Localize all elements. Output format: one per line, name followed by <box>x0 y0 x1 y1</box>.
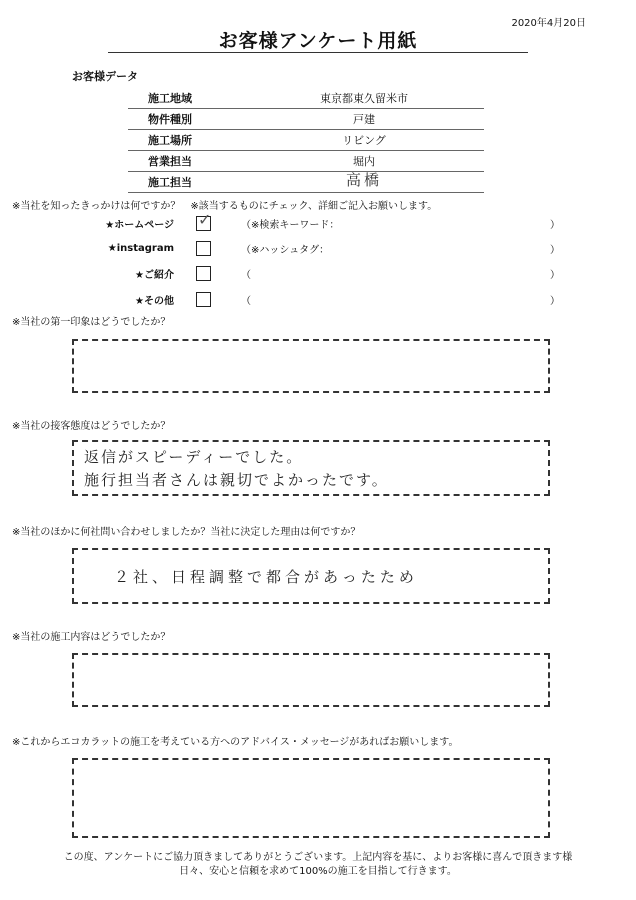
option-close-paren: ） <box>550 295 560 307</box>
customer-value-handwritten: 高橋 <box>345 171 382 189</box>
answer-box-first-impression[interactable] <box>72 339 550 393</box>
question-how-found: ※当社を知ったきっかけは何ですか？ ※該当するものにチェック、詳細ご記入お願いします。 <box>12 201 438 212</box>
handwritten-answer-line2: 施行担当者さんは親切でよかったです。 <box>84 471 389 489</box>
question-advice: ※これからエコカラットの施工を考えている方へのアドバイス・メッセージがあればお願いします。 <box>12 737 459 748</box>
footer-line1: この度、アンケートにご協力頂きましてありがとうございます。上記内容を基に、よりお客様に喜んで頂きます様 <box>63 852 573 863</box>
option-referral <box>70 262 560 284</box>
option-detail: （ <box>241 269 251 281</box>
customer-row-property-type <box>128 109 484 130</box>
option-homepage <box>70 209 560 234</box>
customer-value: リビング <box>342 134 386 147</box>
customer-row-area <box>128 88 484 109</box>
answer-box-workmanship[interactable] <box>72 653 550 707</box>
customer-value: 戸建 <box>353 113 375 126</box>
answer-box-other-companies[interactable] <box>72 548 550 604</box>
customer-data-label: お客様データ <box>72 70 138 83</box>
checkbox-homepage[interactable] <box>196 209 212 231</box>
handwritten-answer: ２社、日程調整で都合があったため <box>114 568 418 586</box>
customer-row-installer <box>128 172 484 193</box>
option-instagram <box>70 237 560 259</box>
option-label: ★その他 <box>135 295 174 307</box>
customer-key: 物件種別 <box>148 113 192 126</box>
form-title: お客様アンケート用紙 <box>218 30 418 52</box>
check-mark-icon: ✓ <box>198 209 212 229</box>
customer-key: 施工担当 <box>148 176 192 189</box>
customer-key: 施工場所 <box>148 134 192 147</box>
option-label: ★instagram <box>107 242 174 254</box>
customer-value: 堀内 <box>353 155 375 168</box>
answer-box-service-attitude[interactable] <box>72 440 550 496</box>
question-first-impression: ※当社の第一印象はどうでしたか？ <box>12 317 171 328</box>
checkbox-other[interactable] <box>196 292 211 307</box>
customer-value: 東京都東久留米市 <box>320 92 408 105</box>
option-close-paren: ） <box>550 244 560 256</box>
answer-box-advice[interactable] <box>72 758 550 838</box>
question-other-companies: ※当社のほかに何社問い合わせしましたか？当社に決定した理由は何ですか？ <box>12 527 361 538</box>
option-detail: （※検索キーワード： <box>241 219 340 231</box>
option-detail: （ <box>241 295 251 307</box>
option-detail: （※ハッシュタグ： <box>241 244 330 256</box>
checkbox-instagram[interactable] <box>196 241 211 256</box>
customer-key: 施工地域 <box>148 92 192 105</box>
option-close-paren: ） <box>550 219 560 231</box>
option-label: ★ご紹介 <box>135 269 174 281</box>
customer-data-table <box>128 88 484 193</box>
handwritten-answer-line1: 返信がスピーディーでした。 <box>84 448 304 466</box>
customer-key: 営業担当 <box>148 155 192 168</box>
customer-row-location <box>128 130 484 151</box>
option-label: ★ホームページ <box>105 219 174 231</box>
checkbox-referral[interactable] <box>196 266 211 281</box>
option-other <box>70 288 560 310</box>
question-service-attitude: ※当社の接客態度はどうでしたか？ <box>12 421 171 432</box>
date: 2020年4月20日 <box>511 18 586 29</box>
title-underline <box>108 52 528 53</box>
footer-line2: 日々、安心と信頼を求めて100%の施工を目指して行きます。 <box>179 866 457 877</box>
question-workmanship: ※当社の施工内容はどうでしたか？ <box>12 632 171 643</box>
option-close-paren: ） <box>550 269 560 281</box>
